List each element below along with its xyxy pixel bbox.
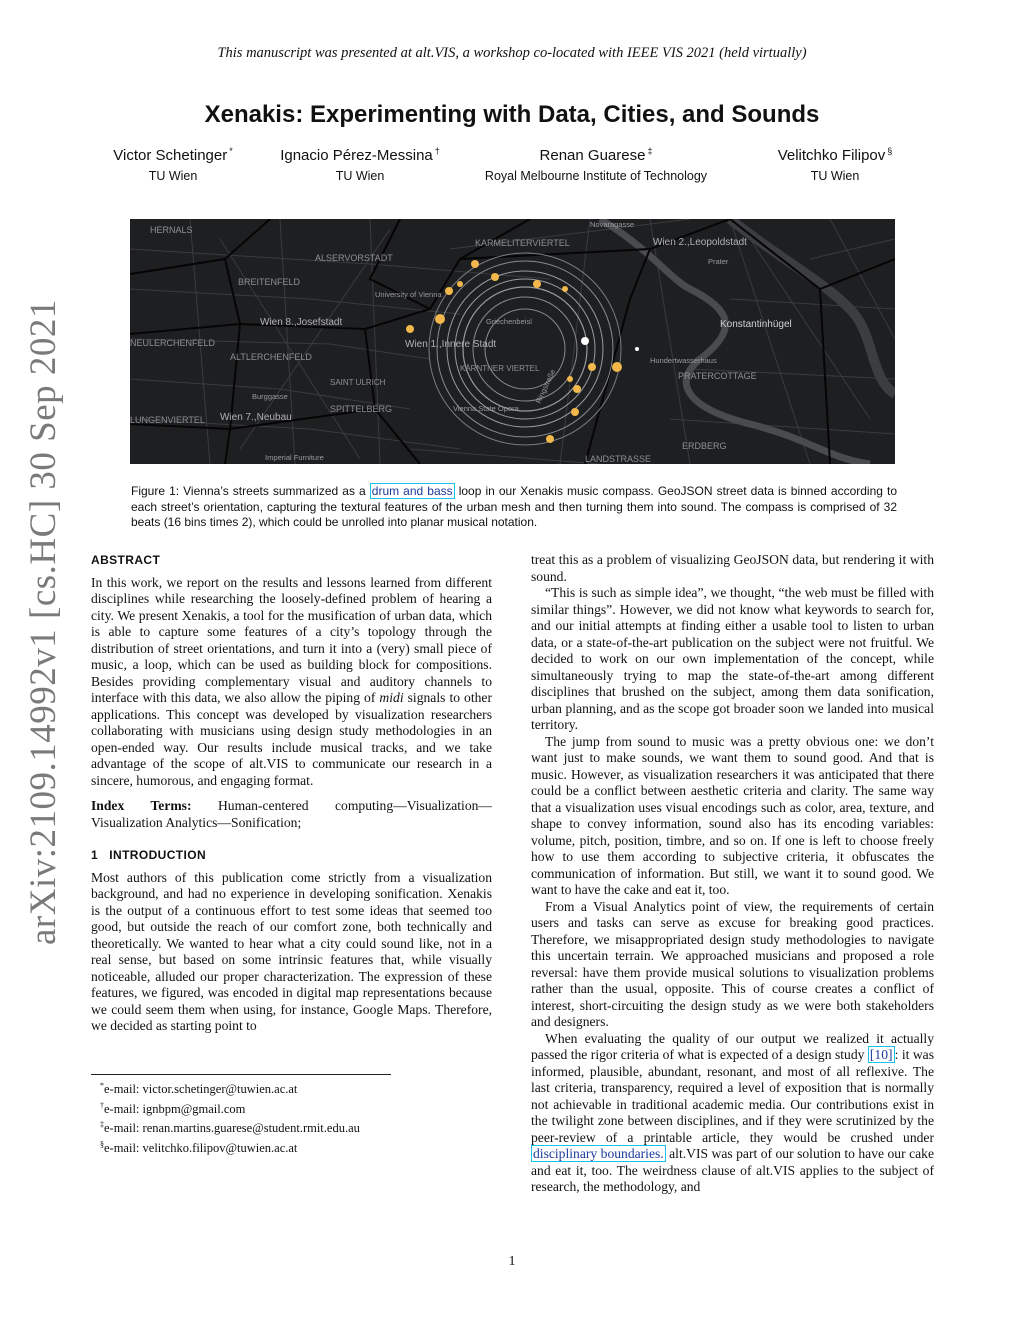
map-figure bbox=[130, 219, 895, 464]
map-label: Griechenbeisl bbox=[486, 317, 532, 326]
arxiv-stamp: arXiv:2109.14992v1 [cs.HC] 30 Sep 2021 bbox=[23, 299, 64, 945]
author-affiliation: TU Wien bbox=[148, 169, 198, 183]
map-label: SAINT ULRICH bbox=[330, 378, 386, 387]
map-label: Novaragasse bbox=[590, 220, 635, 229]
map-label: ALTLERCHENFELD bbox=[230, 352, 312, 362]
map-label: Burggasse bbox=[252, 392, 288, 401]
author-3 bbox=[466, 146, 726, 183]
citation-link[interactable]: [10] bbox=[869, 1047, 893, 1062]
footnote-mark: * bbox=[229, 146, 233, 156]
map-label: Wien 8.,Josefstadt bbox=[260, 317, 343, 328]
author-name: Ignacio Pérez-Messina bbox=[280, 147, 433, 164]
intro-heading: 1 INTRODUCTION bbox=[91, 848, 207, 862]
disciplinary-boundaries-link[interactable]: disciplinary boundaries. bbox=[533, 1146, 664, 1161]
map-label: KARMELITERVIERTEL bbox=[475, 238, 570, 248]
map-label: NEULERCHENFELD bbox=[130, 338, 216, 348]
beat-marker bbox=[546, 435, 554, 443]
map-label: Vienna State Opera bbox=[453, 404, 519, 413]
vienna-map bbox=[130, 219, 895, 464]
right-column bbox=[531, 552, 934, 1196]
footnote-mark: † bbox=[434, 146, 440, 156]
figure-caption bbox=[131, 484, 897, 531]
map-label: ALSERVORSTADT bbox=[315, 253, 393, 263]
map-label: Wien 7.,Neubau bbox=[220, 412, 292, 423]
beat-marker bbox=[491, 273, 499, 281]
beat-marker bbox=[612, 362, 622, 372]
map-label: ERDBERG bbox=[682, 441, 727, 451]
map-label: LUNGENVIERTEL bbox=[130, 415, 205, 425]
author-name: Victor Schetinger bbox=[113, 147, 228, 164]
map-label: Imperial Furniture bbox=[265, 453, 324, 462]
paper-title: Xenakis: Experimenting with Data, Cities, and Sounds bbox=[204, 101, 820, 128]
paragraph: When evaluating the quality of our output we realized it actually passed the rigor criteria of what is expected of a design study [10] : it was informed, plausible, abundant, resonant, and most of all reflexive. The last criteria, transparency, required a level of exposition that is normally not achievable in traditional academic media. Our contributions exist in the twilight zone between disciplines, and if they were scrutinized by the peer-review of a printable article, they would be crushed under disciplinary boundaries. alt.VIS was part of our solution to have our cake and eat it, too. The weirdness clause of alt.VIS applies to the subject of research, the methodology, and bbox=[531, 1030, 934, 1194]
beat-marker bbox=[435, 314, 445, 324]
author-name: Velitchko Filipov bbox=[777, 147, 886, 164]
map-label: Wien 2.,Leopoldstadt bbox=[653, 237, 747, 248]
map-label: Konstantinhügel bbox=[720, 319, 792, 330]
index-terms: Index Terms: Human-centered computing—Visualization—Visualization Analytics—Sonification; bbox=[91, 798, 493, 830]
page-number: 1 bbox=[508, 1254, 516, 1269]
caption-link[interactable]: drum and bass bbox=[371, 484, 453, 498]
beat-marker bbox=[471, 260, 479, 268]
footnote: ‡e-mail: renan.martins.guarese@student.rmit.edu.au bbox=[100, 1120, 360, 1136]
footnote: †e-mail: ignbpm@gmail.com bbox=[100, 1100, 246, 1116]
abstract-heading: ABSTRACT bbox=[91, 553, 161, 567]
beat-marker bbox=[635, 347, 639, 351]
footnote-rule bbox=[91, 1074, 391, 1075]
left-column bbox=[91, 552, 492, 1035]
map-label: University of Vienna bbox=[375, 290, 442, 299]
paragraph: treat this as a problem of visualizing GeoJSON data, but rendering it with sound. bbox=[531, 552, 934, 584]
footnote: §e-mail: velitchko.filipov@tuwien.ac.at bbox=[100, 1139, 298, 1156]
map-label: HERNALS bbox=[150, 225, 193, 235]
beat-marker bbox=[581, 337, 589, 345]
beat-marker bbox=[457, 281, 463, 287]
caption-text: Figure 1: Vienna’s streets summarized as a bbox=[131, 484, 370, 498]
paragraph: From a Visual Analytics point of view, the requirements of certain users and tasks can serve as excuse for breaking good practices. Therefore, we misappropriated design study methodologies to navigate this uncertain terrain. We approached musicians and proposed a role reversal: have them provide musical solutions to visualization problems rather than the usual, opposite. This of course creates a conflict of interest, short-circuiting the design study as we were both stakeholders and designers. bbox=[531, 898, 934, 1029]
map-label: KÄRNTNER VIERTEL bbox=[460, 364, 540, 373]
footnote-mark: ‡ bbox=[647, 146, 653, 156]
footnotes bbox=[100, 1078, 360, 1157]
author-affiliation: TU Wien bbox=[810, 169, 860, 183]
beat-marker bbox=[571, 408, 579, 416]
beat-marker bbox=[445, 287, 453, 295]
beat-marker bbox=[406, 325, 414, 333]
author-2 bbox=[260, 146, 460, 183]
map-label: SPITTELBERG bbox=[330, 404, 393, 414]
paragraph: The jump from sound to music was a pretty obvious one: we don’t want just to make sounds, we want them to sound good. And that is music. However, as visualization researchers it was anticipated that there could be a conflict between aesthetic criteria and clarity. The same way that a visualization uses visual encodings such as color, area, texture, and shape to convey information, sound also has its encoding variables: volume, pitch, position, timbre, and so on. If one is left to choose freely how to use them according to subjective criteria, it obfuscates the communication of information. But still, we want it to sound good. We want to have the cake and eat it, too. bbox=[531, 733, 934, 897]
author-affiliation: TU Wien bbox=[335, 169, 385, 183]
beat-marker bbox=[533, 280, 541, 288]
author-1 bbox=[88, 146, 258, 183]
author-affiliation: Royal Melbourne Institute of Technology bbox=[484, 169, 708, 183]
map-label: PRATERCOTTAGE bbox=[678, 371, 757, 381]
paragraph: “This is such as simple idea”, we thought, “the web must be filled with similar things”. However, we did not know what keywords to search for, and our initial attempts at finding either a usable tool to listen to urban data, or a state-of-the-art publication on the subject were not fruitful. We decided to work on our own implementation of the concept, while simultaneously trying to map the state-of-the-art among different disciplines that brushed on the subject, among them data sonification, urban planning, and as the scope got broader soon we landed into musical territory. bbox=[531, 585, 934, 732]
workshop-note: This manuscript was presented at alt.VIS, a workshop co-located with IEEE VIS 2021 (held virtually) bbox=[217, 45, 807, 61]
footnote-mark: § bbox=[887, 146, 893, 156]
footnote: *e-mail: victor.schetinger@tuwien.ac.at bbox=[100, 1081, 298, 1097]
map-label: Hundertwasserhaus bbox=[650, 356, 717, 365]
author-name: Renan Guarese bbox=[539, 147, 646, 164]
intro-text: Most authors of this publication come strictly from a visualization background, and had no experience in developing sonification. Xenakis is the output of a continuous effort to test some ideas that seemed too good, but outside the reach of our comfort zone, both technically and theoretically. We wanted to hear what a city could sound like, not in a real sense, but based on some intrinsic features that, while visually noticeable, alluded our proper characterization. The expression of these features, we figured, was encoded in digital map representations because we could seem them when using, for instance, Google Maps. Therefore, we decided as starting point to bbox=[91, 869, 492, 1033]
author-4 bbox=[760, 146, 910, 183]
beat-marker bbox=[567, 376, 573, 382]
map-label: LANDSTRASSE bbox=[585, 454, 652, 464]
beat-marker bbox=[588, 363, 596, 371]
map-label: BREITENFELD bbox=[238, 277, 301, 287]
map-label: Ringstraße bbox=[533, 367, 558, 405]
map-label: Prater bbox=[708, 257, 729, 266]
beat-marker bbox=[562, 286, 568, 292]
beat-marker bbox=[573, 385, 581, 393]
map-label: Wien 1.,Innere Stadt bbox=[405, 339, 497, 350]
abstract-text: In this work, we report on the results and lessons learned from different disciplines while researching the loosely-defined problem of hearing a city. We present Xenakis, a tool for the musification of urban data, which is able to capture some features of a city’s topology through the distribution of street orientations, and turn it into a (very) small piece of music, a loop, which can be used as building block for compositions. Besides providing complementary visual and auditory channels to interface with this data, we also allow the piping of midi signals to other applications. This concept was developed by visualization researchers collaborating with musicians using design study methodologies in an open-ended way. Our results include musical tracks, and we take advantage of the scope of alt.VIS to communicate our research in a sincere, humorous, and engaging format. bbox=[91, 574, 492, 788]
caption-text: loop in our Xenakis music compass. GeoJSON street data is binned according to each street’s orientation, capturing the textural features of the urban mesh and then turning them into sound. The compass is comprised of 32 beats (16 bins times 2), which could be unrolled into planar musical notation. bbox=[131, 484, 897, 529]
